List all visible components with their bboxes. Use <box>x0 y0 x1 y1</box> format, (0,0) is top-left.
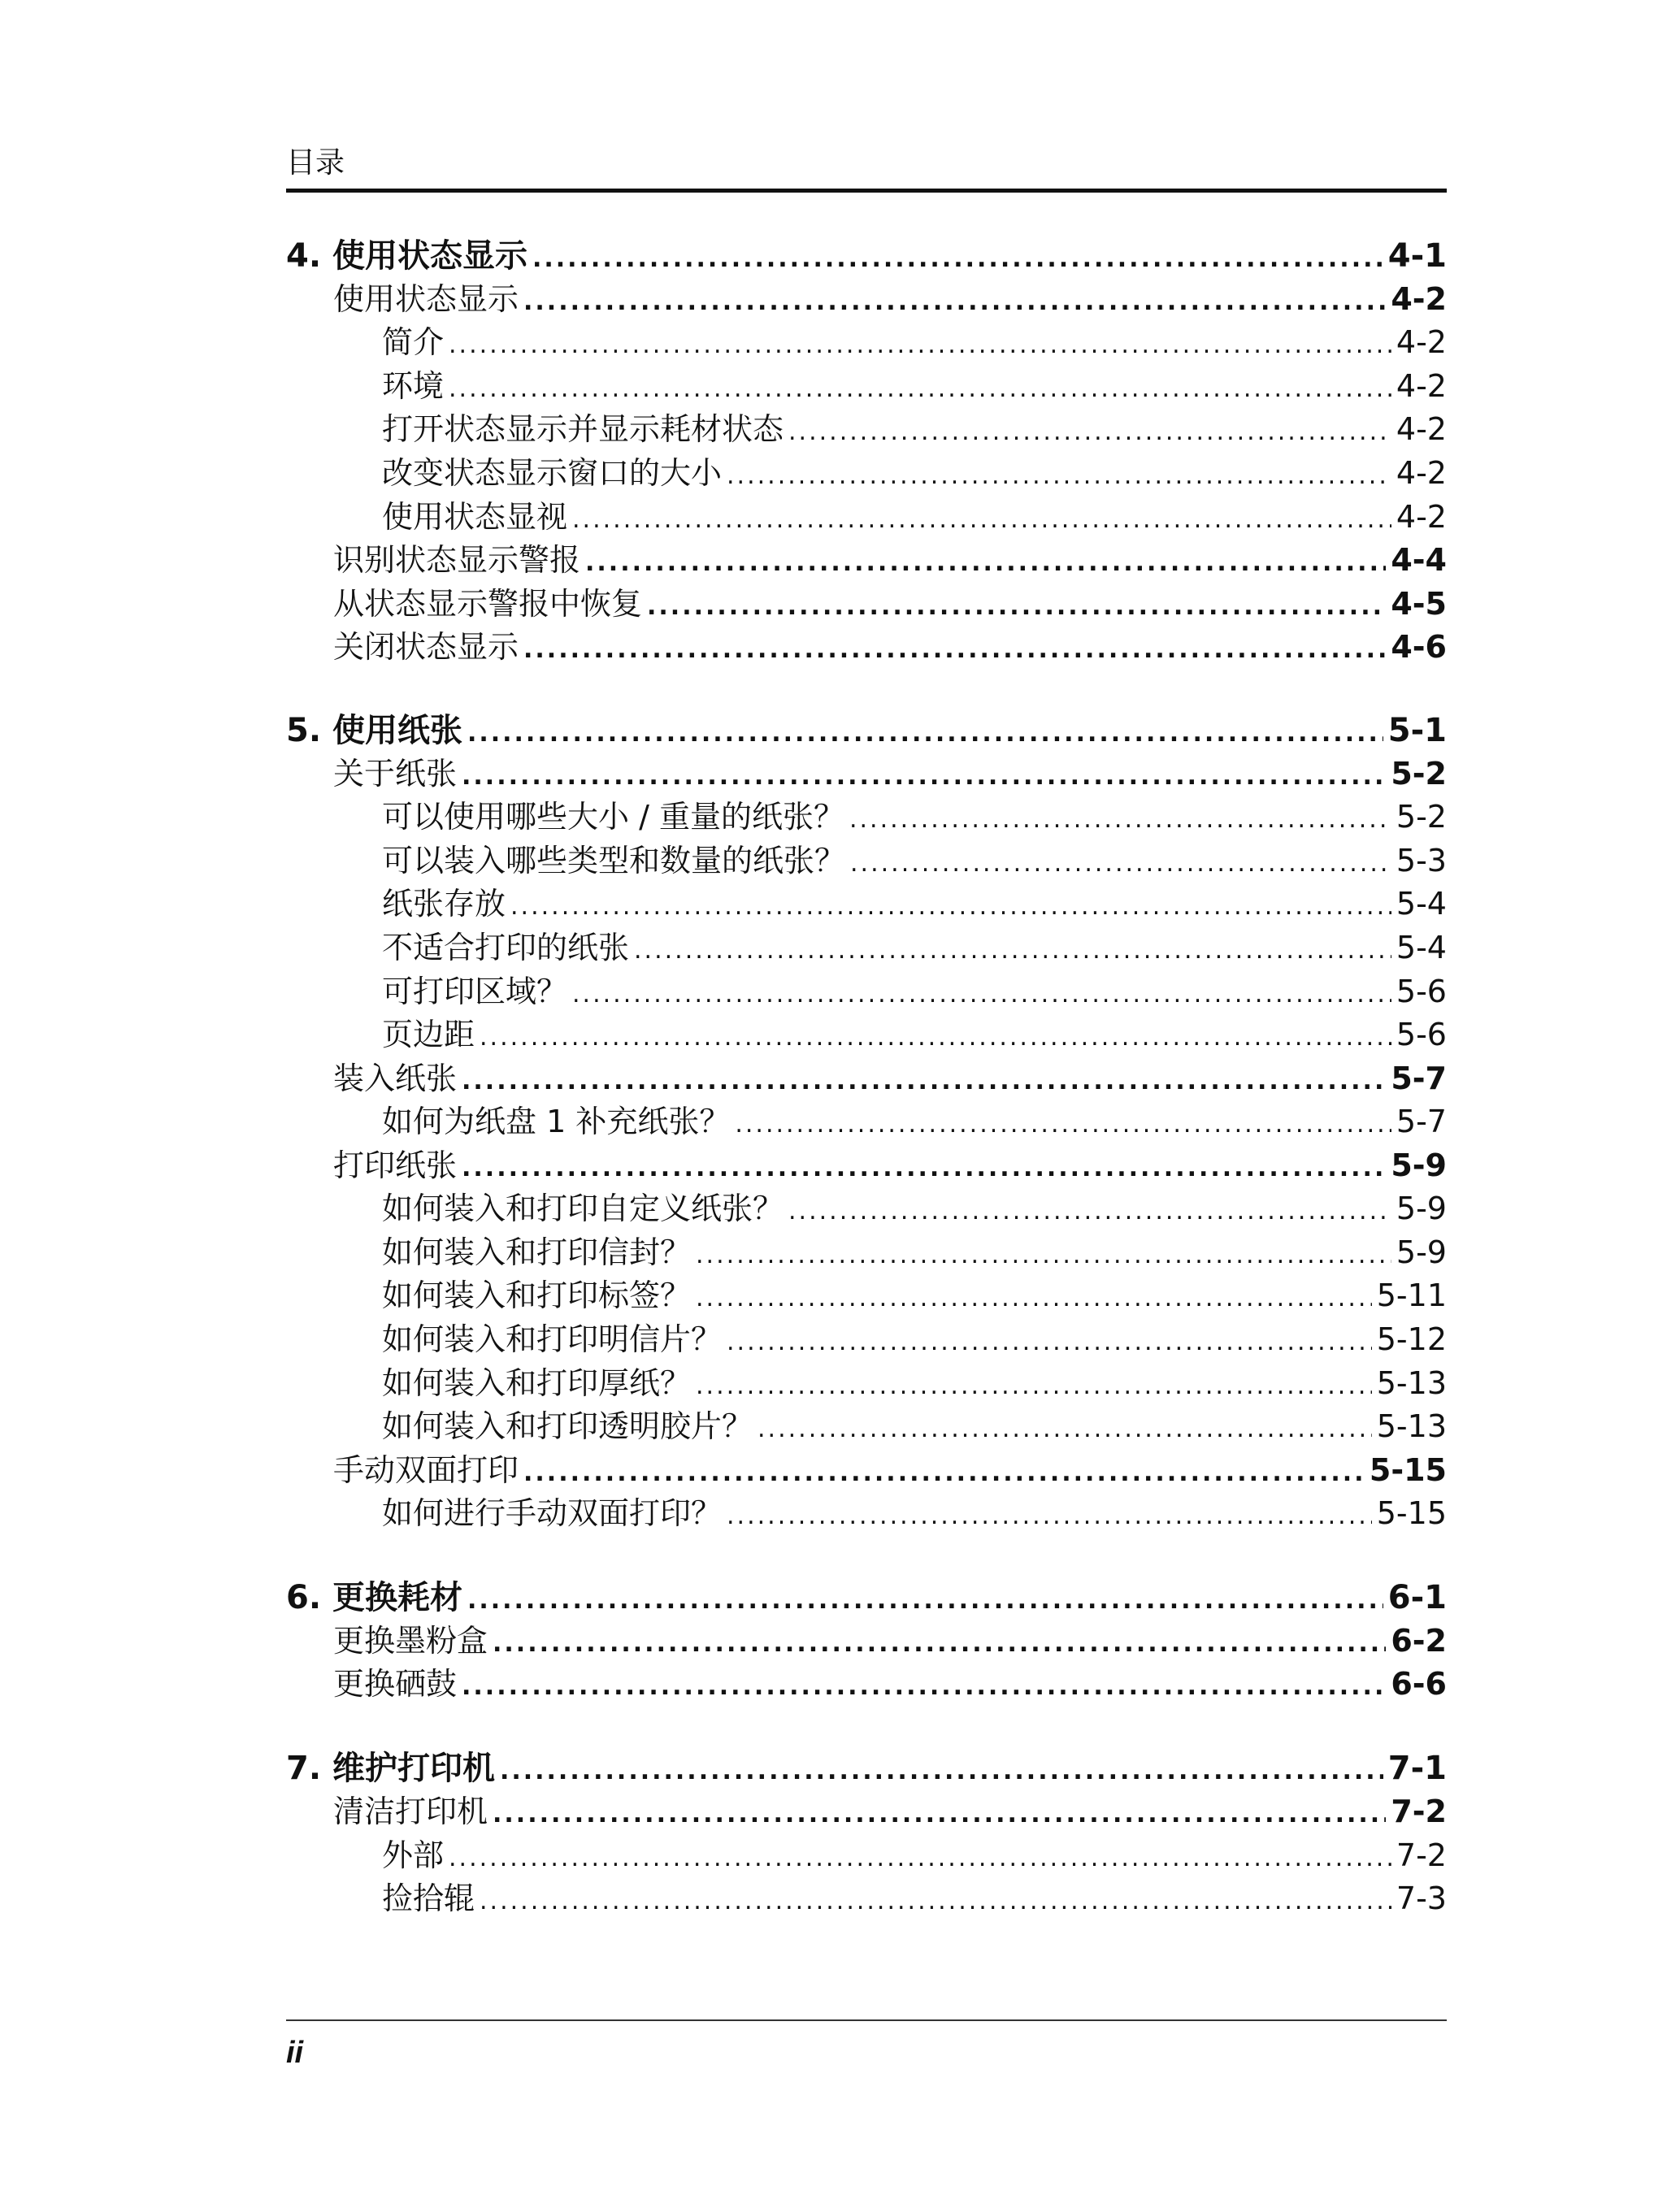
toc-dot-leader <box>850 844 1391 884</box>
toc-entry-page: 6-1 <box>1387 1579 1447 1616</box>
toc-entry-label: 从状态显示警报中恢复 <box>333 586 643 622</box>
toc-entry-label: 纸张存放 <box>382 886 506 922</box>
toc-entry-label: 识别状态显示警报 <box>333 542 581 578</box>
toc-entry-label: 装入纸张 <box>333 1061 458 1096</box>
toc-entry[interactable] <box>286 1493 1447 1533</box>
toc-entry-page: 5-9 <box>1396 1234 1447 1270</box>
toc-entry[interactable] <box>286 366 1447 406</box>
toc-dot-leader <box>696 1278 1372 1319</box>
toc-dot-leader <box>735 1104 1391 1145</box>
toc-entry[interactable] <box>286 927 1447 968</box>
toc-entry-page: 5-11 <box>1376 1278 1447 1313</box>
toc-entry[interactable] <box>286 1275 1447 1316</box>
toc-entry-page: 5-2 <box>1396 799 1447 835</box>
toc-dot-leader <box>727 1322 1372 1363</box>
toc-entry-page: 5-7 <box>1391 1061 1447 1096</box>
toc-entry[interactable] <box>286 1101 1447 1142</box>
toc-entry-page: 5-6 <box>1396 1017 1447 1052</box>
toc-dot-leader <box>462 1667 1386 1707</box>
toc-dot-leader <box>480 1881 1391 1922</box>
toc-entry-label: 不适合打印的纸张 <box>382 930 630 965</box>
toc-entry-label: 使用状态显示 <box>333 281 519 317</box>
running-header-title: 目录 <box>286 146 345 180</box>
toc-dot-leader <box>523 282 1386 323</box>
toc-entry[interactable] <box>286 840 1447 881</box>
toc-entry-page: 5-7 <box>1396 1104 1447 1139</box>
toc-entry[interactable] <box>286 1188 1447 1229</box>
toc-entry[interactable] <box>286 236 1447 276</box>
toc-entry-label: 关闭状态显示 <box>333 629 519 665</box>
footer-page-number: ii <box>286 2036 304 2070</box>
toc-entry-page: 7-3 <box>1396 1880 1447 1916</box>
toc-entry[interactable] <box>286 322 1447 362</box>
toc-dot-leader <box>572 974 1391 1015</box>
toc-dot-leader <box>727 1496 1372 1537</box>
toc-entry[interactable] <box>286 627 1447 667</box>
toc-entry-label: 如何进行手动双面打印？ <box>382 1495 723 1531</box>
toc-entry-page: 5-15 <box>1376 1495 1447 1531</box>
toc-dot-leader <box>696 1235 1391 1276</box>
toc-entry-page: 5-15 <box>1369 1452 1447 1488</box>
toc-dot-leader <box>634 930 1391 971</box>
toc-entry-label: 手动双面打印 <box>333 1452 519 1488</box>
toc-entry-page: 5-4 <box>1396 886 1447 922</box>
toc-entry-label: 7. 维护打印机 <box>286 1750 495 1787</box>
toc-entry-page: 5-2 <box>1391 756 1447 792</box>
toc-entry[interactable] <box>286 409 1447 449</box>
toc-entry[interactable] <box>286 1791 1447 1832</box>
toc-dot-leader <box>493 1794 1386 1835</box>
toc-entry-page: 4-2 <box>1396 499 1447 535</box>
toc-entry[interactable] <box>286 453 1447 493</box>
toc-entry-label: 如何装入和打印透明胶片？ <box>382 1408 753 1444</box>
toc-entry-label: 捡拾辊 <box>382 1880 475 1916</box>
toc-entry[interactable] <box>286 1406 1447 1447</box>
toc-entry[interactable] <box>286 1878 1447 1919</box>
toc-dot-leader <box>462 1061 1386 1102</box>
toc-entry-page: 4-4 <box>1391 542 1447 578</box>
toc-entry[interactable] <box>286 1748 1447 1789</box>
toc-dot-leader <box>500 1751 1383 1792</box>
toc-entry[interactable] <box>286 540 1447 580</box>
toc-entry-label: 打印纸张 <box>333 1147 458 1183</box>
toc-entry-page: 6-6 <box>1391 1666 1447 1702</box>
toc-entry[interactable] <box>286 1450 1447 1490</box>
toc-entry[interactable] <box>286 583 1447 624</box>
toc-entry-page: 4-6 <box>1391 629 1447 665</box>
toc-entry-label: 可打印区域？ <box>382 974 568 1009</box>
toc-entry-page: 5-13 <box>1376 1408 1447 1444</box>
toc-entry-label: 改变状态显示窗口的大小 <box>382 455 723 491</box>
toc-dot-leader <box>532 239 1383 280</box>
toc-dot-leader <box>480 1017 1391 1058</box>
toc-entry-label: 页边距 <box>382 1017 475 1052</box>
toc-entry-page: 5-12 <box>1376 1321 1447 1357</box>
toc-entry[interactable] <box>286 1577 1447 1618</box>
toc-entry[interactable] <box>286 1232 1447 1273</box>
toc-dot-leader <box>449 1838 1391 1879</box>
toc-dot-leader <box>849 800 1391 840</box>
toc-dot-leader <box>523 630 1386 670</box>
toc-entry-label: 如何装入和打印明信片？ <box>382 1321 723 1357</box>
toc-entry[interactable] <box>286 796 1447 837</box>
toc-entry-label: 更换硒鼓 <box>333 1666 458 1702</box>
toc-dot-leader <box>788 412 1391 453</box>
toc-entry-label: 环境 <box>382 368 445 404</box>
toc-entry[interactable] <box>286 1835 1447 1876</box>
toc-entry-label: 简介 <box>382 324 445 360</box>
toc-entry-label: 可以装入哪些类型和数量的纸张？ <box>382 843 846 878</box>
toc-dot-leader <box>510 887 1391 927</box>
toc-entry[interactable] <box>286 279 1447 319</box>
toc-entry[interactable] <box>286 1363 1447 1403</box>
toc-entry[interactable] <box>286 1014 1447 1055</box>
toc-dot-leader <box>462 757 1386 797</box>
toc-entry-page: 5-4 <box>1396 930 1447 965</box>
toc-dot-leader <box>727 456 1391 497</box>
toc-entry-page: 4-5 <box>1391 586 1447 622</box>
toc-entry-page: 4-2 <box>1396 411 1447 447</box>
footer-rule <box>286 2019 1447 2021</box>
toc-entry-label: 如何装入和打印标签？ <box>382 1278 692 1313</box>
toc-entry-label: 清洁打印机 <box>333 1794 488 1829</box>
toc-dot-leader <box>647 587 1386 627</box>
toc-entry-page: 5-6 <box>1396 974 1447 1009</box>
toc-entry-label: 如何为纸盘 1 补充纸张？ <box>382 1104 731 1139</box>
toc-entry[interactable] <box>286 1620 1447 1661</box>
toc-dot-leader <box>523 1453 1365 1494</box>
toc-dot-leader <box>467 1581 1383 1621</box>
toc-entry[interactable] <box>286 1145 1447 1186</box>
header-rule <box>286 189 1447 193</box>
toc-dot-leader <box>449 325 1391 366</box>
toc-entry-label: 更换墨粉盒 <box>333 1623 488 1659</box>
toc-entry-page: 4-2 <box>1391 281 1447 317</box>
toc-entry-page: 6-2 <box>1391 1623 1447 1659</box>
toc-entry-label: 如何装入和打印信封？ <box>382 1234 692 1270</box>
toc-entry[interactable] <box>286 1664 1447 1704</box>
toc-dot-leader <box>572 500 1391 540</box>
toc-entry-page: 7-2 <box>1396 1837 1447 1873</box>
toc-entry[interactable] <box>286 710 1447 751</box>
toc-entry-label: 可以使用哪些大小 / 重量的纸张？ <box>382 799 844 835</box>
toc-entry-page: 4-2 <box>1396 324 1447 360</box>
toc-dot-leader <box>493 1624 1386 1664</box>
toc-entry-label: 打开状态显示并显示耗材状态 <box>382 411 784 447</box>
toc-dot-leader <box>788 1191 1391 1232</box>
toc-dot-leader <box>449 369 1391 410</box>
toc-entry-page: 4-1 <box>1387 237 1447 275</box>
toc-entry-page: 5-9 <box>1396 1191 1447 1226</box>
toc-entry[interactable] <box>286 971 1447 1012</box>
toc-entry[interactable] <box>286 753 1447 794</box>
toc-entry-page: 5-9 <box>1391 1147 1447 1183</box>
toc-dot-leader <box>585 543 1386 583</box>
toc-entry[interactable] <box>286 497 1447 537</box>
toc-entry[interactable] <box>286 1319 1447 1360</box>
toc-dot-leader <box>696 1366 1372 1407</box>
toc-entry[interactable] <box>286 1058 1447 1099</box>
toc-entry-page: 5-3 <box>1396 843 1447 878</box>
toc-entry-page: 4-2 <box>1396 368 1447 404</box>
toc-dot-leader <box>462 1148 1386 1189</box>
toc-entry-page: 7-1 <box>1387 1750 1447 1787</box>
toc-entry-page: 7-2 <box>1391 1794 1447 1829</box>
toc-entry-label: 外部 <box>382 1837 445 1873</box>
toc-entry-label: 6. 更换耗材 <box>286 1579 462 1616</box>
toc-entry-label: 4. 使用状态显示 <box>286 237 527 275</box>
toc-dot-leader <box>758 1409 1372 1450</box>
toc-entry-page: 5-1 <box>1387 712 1447 749</box>
toc-entry[interactable] <box>286 883 1447 924</box>
toc-entry-label: 如何装入和打印厚纸？ <box>382 1365 692 1401</box>
toc-dot-leader <box>467 714 1383 754</box>
toc-entry-page: 5-13 <box>1376 1365 1447 1401</box>
toc-entry-label: 如何装入和打印自定义纸张？ <box>382 1191 784 1226</box>
toc-entry-label: 使用状态显视 <box>382 499 568 535</box>
toc-entry-page: 4-2 <box>1396 455 1447 491</box>
toc-entry-label: 5. 使用纸张 <box>286 712 462 749</box>
toc-entry-label: 关于纸张 <box>333 756 458 792</box>
